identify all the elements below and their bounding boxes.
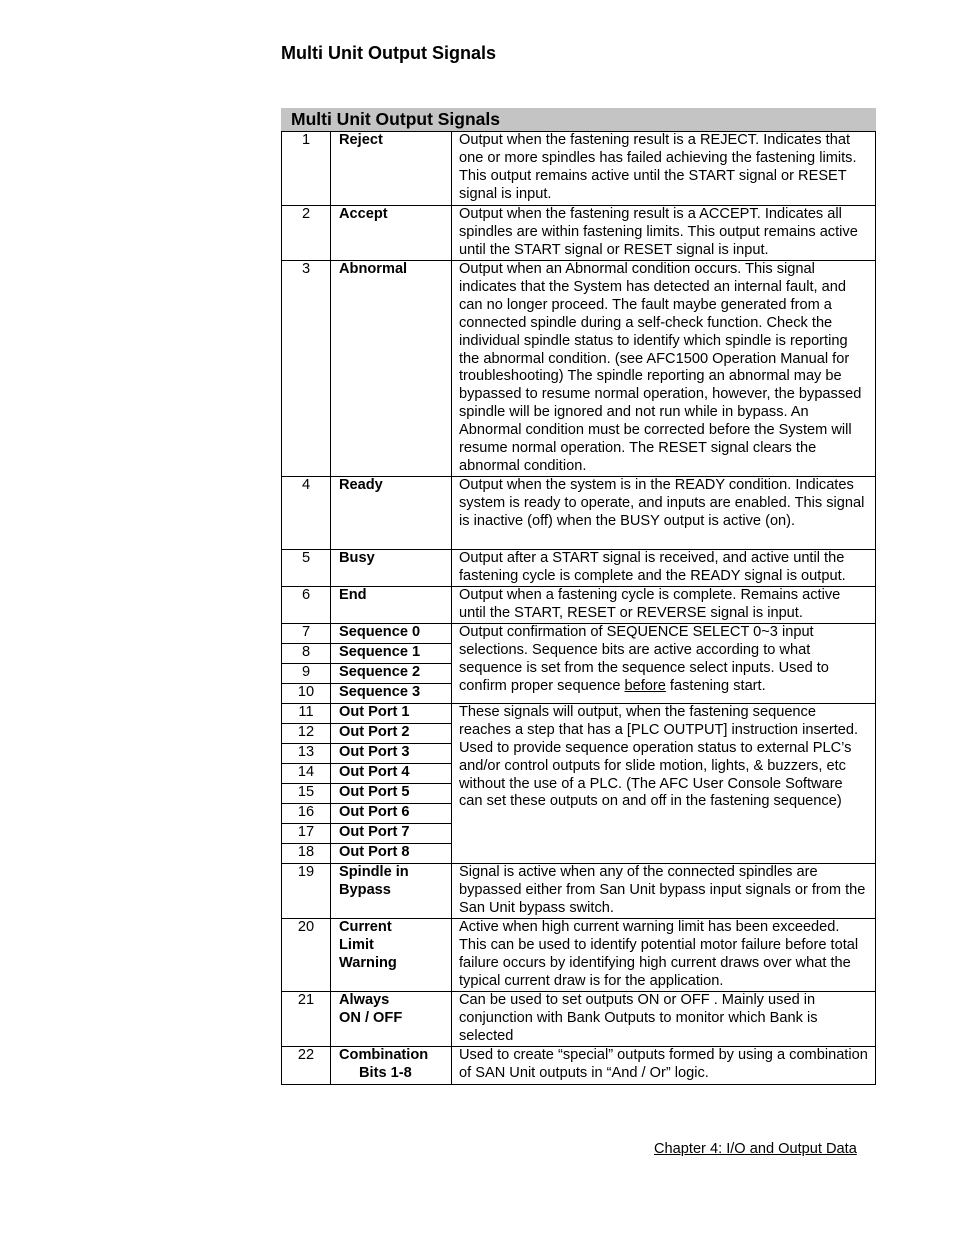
signal-name-line: ON / OFF [339, 1009, 403, 1026]
table-row [282, 1046, 876, 1084]
table-caption: Multi Unit Output Signals [282, 108, 876, 132]
signal-name: Sequence 0 [331, 623, 452, 643]
signal-name: Out Port 3 [331, 743, 452, 763]
sequence-description-underlined: before [624, 677, 666, 694]
signal-description: Output when the fastening result is a REJECT. Indicates that one or more spindles has failed achieving the fastening limits. This output remains active until the START signal or RESET signal is input. [452, 132, 876, 206]
table-row [282, 703, 876, 723]
signal-name: Out Port 6 [331, 803, 452, 823]
signal-name: Out Port 8 [331, 843, 452, 863]
signal-name: End [331, 586, 452, 623]
table-row [282, 132, 876, 206]
signal-description: Output when an Abnormal condition occurs. This signal indicates that the System has detected an internal fault, and can no longer proceed. The fault maybe generated from a connected spindle during a self-check function. Check the individual spindle status to identify which spindle is reporting the abnormal condition. (see AFC1500 Operation Manual for troubleshooting) The spindle reporting an abnormal may be bypassed to resume normal operation, however, the bypassed spindle will be ignored and not run while in bypass. An Abnormal condition must be corrected before the System will resume normal operation. The RESET signal clears the abnormal condition. [452, 261, 876, 477]
signal-number: 18 [282, 843, 331, 863]
signal-number: 11 [282, 703, 331, 723]
signal-number: 13 [282, 743, 331, 763]
signal-number: 17 [282, 823, 331, 843]
signal-number: 10 [282, 683, 331, 703]
signal-name-line: Bits 1-8 [359, 1064, 412, 1081]
signal-name: Reject [331, 132, 452, 206]
signal-name: Out Port 2 [331, 723, 452, 743]
signal-number: 1 [282, 132, 331, 206]
signal-name: Out Port 1 [331, 703, 452, 723]
sequence-description [452, 623, 876, 703]
signals-table [281, 108, 876, 1085]
signal-name-line: Spindle in [339, 863, 409, 880]
signal-name: Out Port 4 [331, 763, 452, 783]
signal-number: 19 [282, 863, 331, 918]
signal-name [331, 991, 452, 1046]
table-row [282, 918, 876, 991]
signal-name: Sequence 1 [331, 643, 452, 663]
signal-name: Busy [331, 549, 452, 586]
table-row [282, 863, 876, 918]
signal-description: Output when the system is in the READY condition. Indicates system is ready to operate, and inputs are enabled. This signal is inactive (off) when the BUSY output is active (on). [452, 476, 876, 549]
signal-number: 4 [282, 476, 331, 549]
table-row [282, 476, 876, 549]
signal-name: Sequence 3 [331, 683, 452, 703]
page-heading: Multi Unit Output Signals [281, 43, 496, 63]
table-row [282, 991, 876, 1046]
signal-number: 9 [282, 663, 331, 683]
sequence-description-end: fastening start. [665, 677, 766, 694]
signal-number: 6 [282, 586, 331, 623]
signal-name: Abnormal [331, 261, 452, 477]
signal-number: 8 [282, 643, 331, 663]
signal-number: 2 [282, 206, 331, 261]
signal-number: 12 [282, 723, 331, 743]
signal-number: 16 [282, 803, 331, 823]
signal-number: 21 [282, 991, 331, 1046]
signal-name-line: Warning [339, 954, 397, 971]
signal-number: 20 [282, 918, 331, 991]
sequence-description-text: Output confirmation of SEQUENCE SELECT 0~3 input selections. Sequence bits are active according to what sequence is set from the sequence select inputs. Used to confirm proper sequence [459, 623, 829, 694]
signal-description: Output when a fastening cycle is complete. Remains active until the START, RESET or REVERSE signal is input. [452, 586, 876, 623]
signal-name: Out Port 5 [331, 783, 452, 803]
signal-description: Can be used to set outputs ON or OFF . Mainly used in conjunction with Bank Outputs to monitor which Bank is selected [452, 991, 876, 1046]
signal-name [331, 1046, 452, 1084]
signal-name: Sequence 2 [331, 663, 452, 683]
signal-number: 3 [282, 261, 331, 477]
signal-name [331, 863, 452, 918]
signal-name: Accept [331, 206, 452, 261]
signal-description: Signal is active when any of the connected spindles are bypassed either from San Unit bypass input signals or from the San Unit bypass switch. [452, 863, 876, 918]
signal-name-line: Current [339, 918, 392, 935]
signal-name [331, 918, 452, 991]
signal-name-line: Always [339, 991, 390, 1008]
signal-number: 5 [282, 549, 331, 586]
signal-description: Output after a START signal is received, and active until the fastening cycle is complete and the READY signal is output. [452, 549, 876, 586]
signal-name-line: Limit [339, 936, 374, 953]
signal-number: 14 [282, 763, 331, 783]
page-footer: Chapter 4: I/O and Output Data [654, 1141, 857, 1157]
table-row [282, 623, 876, 643]
outport-description: These signals will output, when the fastening sequence reaches a step that has a [PLC OUTPUT] instruction inserted. Used to provide sequence operation status to external PLC’s and/or control outputs for slide motion, lights, & buzzers, etc without the use of a PLC. (The AFC User Console Software can set these outputs on and off in the fastening sequence) [452, 703, 876, 863]
signal-number: 15 [282, 783, 331, 803]
table-row [282, 586, 876, 623]
table-caption-row [282, 108, 876, 132]
signal-name-line: Bypass [339, 881, 391, 898]
table-row [282, 549, 876, 586]
signal-name: Out Port 7 [331, 823, 452, 843]
signal-description: Active when high current warning limit has been exceeded. This can be used to identify potential motor failure before total failure occurs by identifying high current draws over what the typical current draw is for the application. [452, 918, 876, 991]
signal-name: Ready [331, 476, 452, 549]
signal-description: Used to create “special” outputs formed by using a combination of SAN Unit outputs in “And / Or” logic. [452, 1046, 876, 1084]
table-row [282, 261, 876, 477]
signal-number: 7 [282, 623, 331, 643]
signal-number: 22 [282, 1046, 331, 1084]
signal-description: Output when the fastening result is a ACCEPT. Indicates all spindles are within fastening limits. This output remains active until the START signal or RESET signal is input. [452, 206, 876, 261]
signal-name-line: Combination [339, 1046, 429, 1063]
table-row [282, 206, 876, 261]
